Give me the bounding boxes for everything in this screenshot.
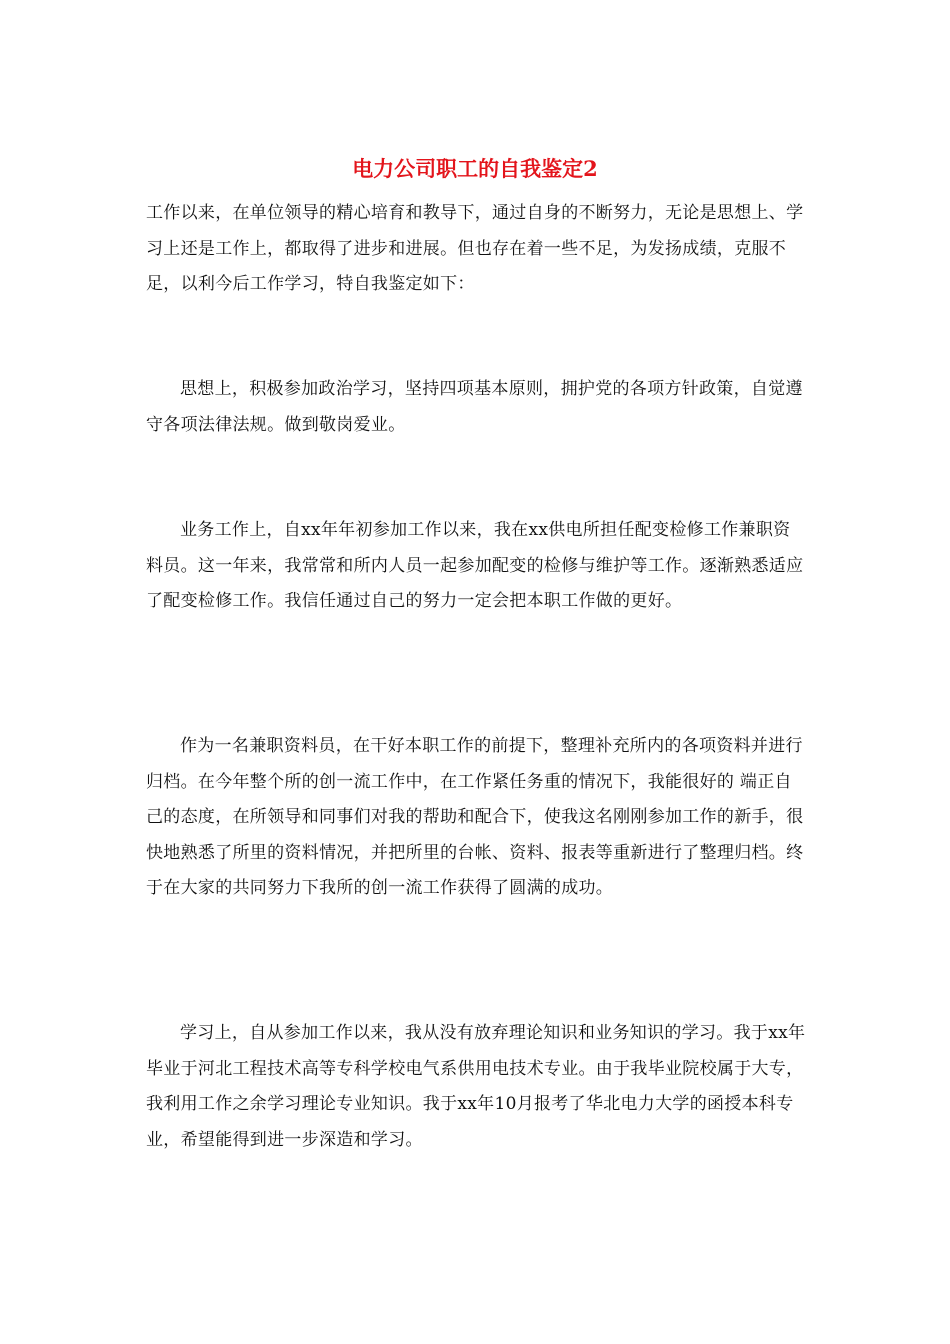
document-title: 电力公司职工的自我鉴定2 bbox=[352, 156, 598, 181]
work-paragraph: 业务工作上，自xx年年初参加工作以来，我在xx供电所担任配变检修工作兼职资料员。这一年来，我常常和所内人员一起参加配变的检修与维护等工作。逐渐熟悉适应了配变检修工作。我信任通过自己的努力一定会把本职工作做的更好。 bbox=[146, 520, 804, 611]
records-paragraph: 作为一名兼职资料员，在干好本职工作的前提下，整理补充所内的各项资料并进行归档。在今年整个所的创一流工作中，在工作紧任务重的情况下，我能很好的 端正自己的态度，在所领导和同事们对我的帮助和配合下，使我这名刚刚参加工作的新手，很快地熟悉了所里的资料情况，并把所里的台帐、资料、报表等重新进行了整理归档。终于在大家的共同努力下我所的创一流工作获得了圆满的成功。 bbox=[146, 736, 804, 898]
intro-paragraph: 工作以来，在单位领导的精心培育和教导下，通过自身的不断努力，无论是思想上、学习上还是工作上，都取得了进步和进展。但也存在着一些不足，为发扬成绩，克服不足，以利今后工作学习，特自我鉴定如下： bbox=[146, 203, 804, 294]
study-paragraph: 学习上，自从参加工作以来，我从没有放弃理论知识和业务知识的学习。我于xx年毕业于河北工程技术高等专科学校电气系供用电技术专业。由于我毕业院校属于大专，我利用工作之余学习理论专业知识。我于xx年10月报考了华北电力大学的函授本科专业，希望能得到进一步深造和学习。 bbox=[146, 1023, 806, 1150]
ideology-paragraph: 思想上，积极参加政治学习，坚持四项基本原则，拥护党的各项方针政策，自觉遵守各项法律法规。做到敬岗爱业。 bbox=[146, 379, 803, 435]
